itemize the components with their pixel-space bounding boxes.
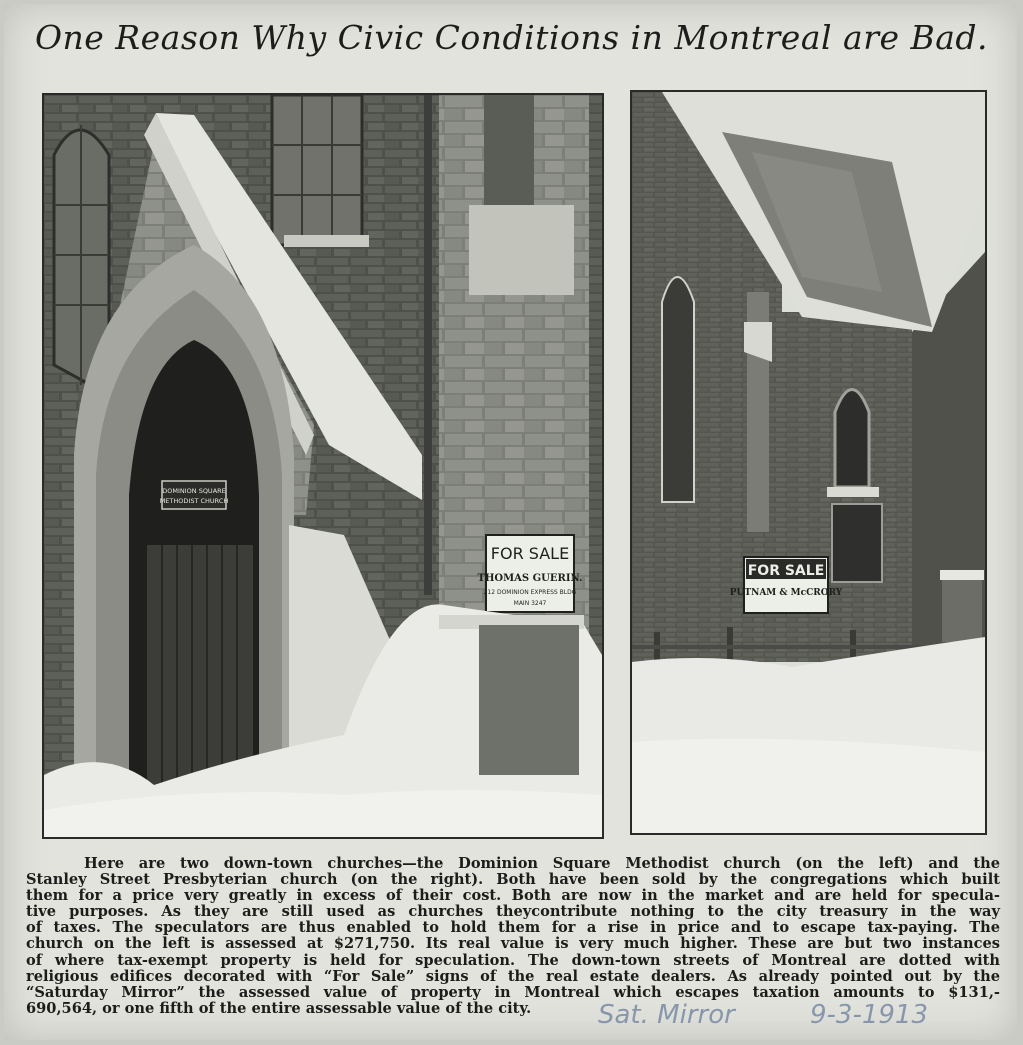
caption-line: church on the left is assessed at $271,750. Its real value is very much higher. These are but two instances: [26, 935, 1000, 953]
caption-line: tive purposes. As they are still used as churches theycontribute nothing to the city treasury in the way: [26, 903, 1000, 921]
caption-line: Stanley Street Presbyterian church (on the right). Both have been sold by the congregations which built: [26, 871, 1000, 889]
headline: One Reason Why Civic Conditions in Montreal are Bad.: [34, 18, 989, 57]
handwritten-source: Sat. Mirror: [598, 1000, 735, 1030]
sale-agent: THOMAS GUERIN.: [477, 573, 583, 584]
caption-line: Here are two down-town churches—the Dominion Square Methodist church (on the left) and the: [84, 855, 1000, 872]
sale-agent-right: PUTNAM & McCRORY: [729, 588, 843, 598]
caption-line: 690,564, or one fifth of the entire assessable value of the city.: [26, 999, 532, 1017]
handwritten-date: 9-3-1913: [810, 1000, 929, 1030]
left-church-photo: [42, 93, 604, 839]
article-caption: [26, 856, 1000, 1017]
caption-line: “Saturday Mirror” the assessed value of property in Montreal which escapes taxation amounts to $131,-: [26, 983, 1000, 1001]
caption-line: religious edifices decorated with “For Sale” signs of the real estate dealers. As already pointed out by the: [26, 967, 1000, 985]
for-sale-title-right: FOR SALE: [747, 563, 825, 579]
sale-agent-address: 212 DOMINION EXPRESS BLDG: [483, 589, 577, 596]
caption-line: them for a price very greatly in excess of their cost. Both are now in the market and are held for specula-: [26, 887, 1000, 905]
sale-agent-phone: MAIN 3247: [513, 600, 547, 607]
caption-line: of taxes. The speculators are thus enabled to hold them for a rise in price and to escape tax-paying. The: [26, 919, 1000, 937]
church-sign-line1: DOMINION SQUARE: [162, 487, 226, 495]
caption-line: of where tax-exempt property is held for speculation. The down-town streets of Montreal are dotted with: [26, 951, 1000, 969]
church-sign-line2: METHODIST CHURCH: [159, 497, 229, 505]
for-sale-title: FOR SALE: [490, 544, 570, 563]
right-church-photo: [630, 90, 987, 835]
